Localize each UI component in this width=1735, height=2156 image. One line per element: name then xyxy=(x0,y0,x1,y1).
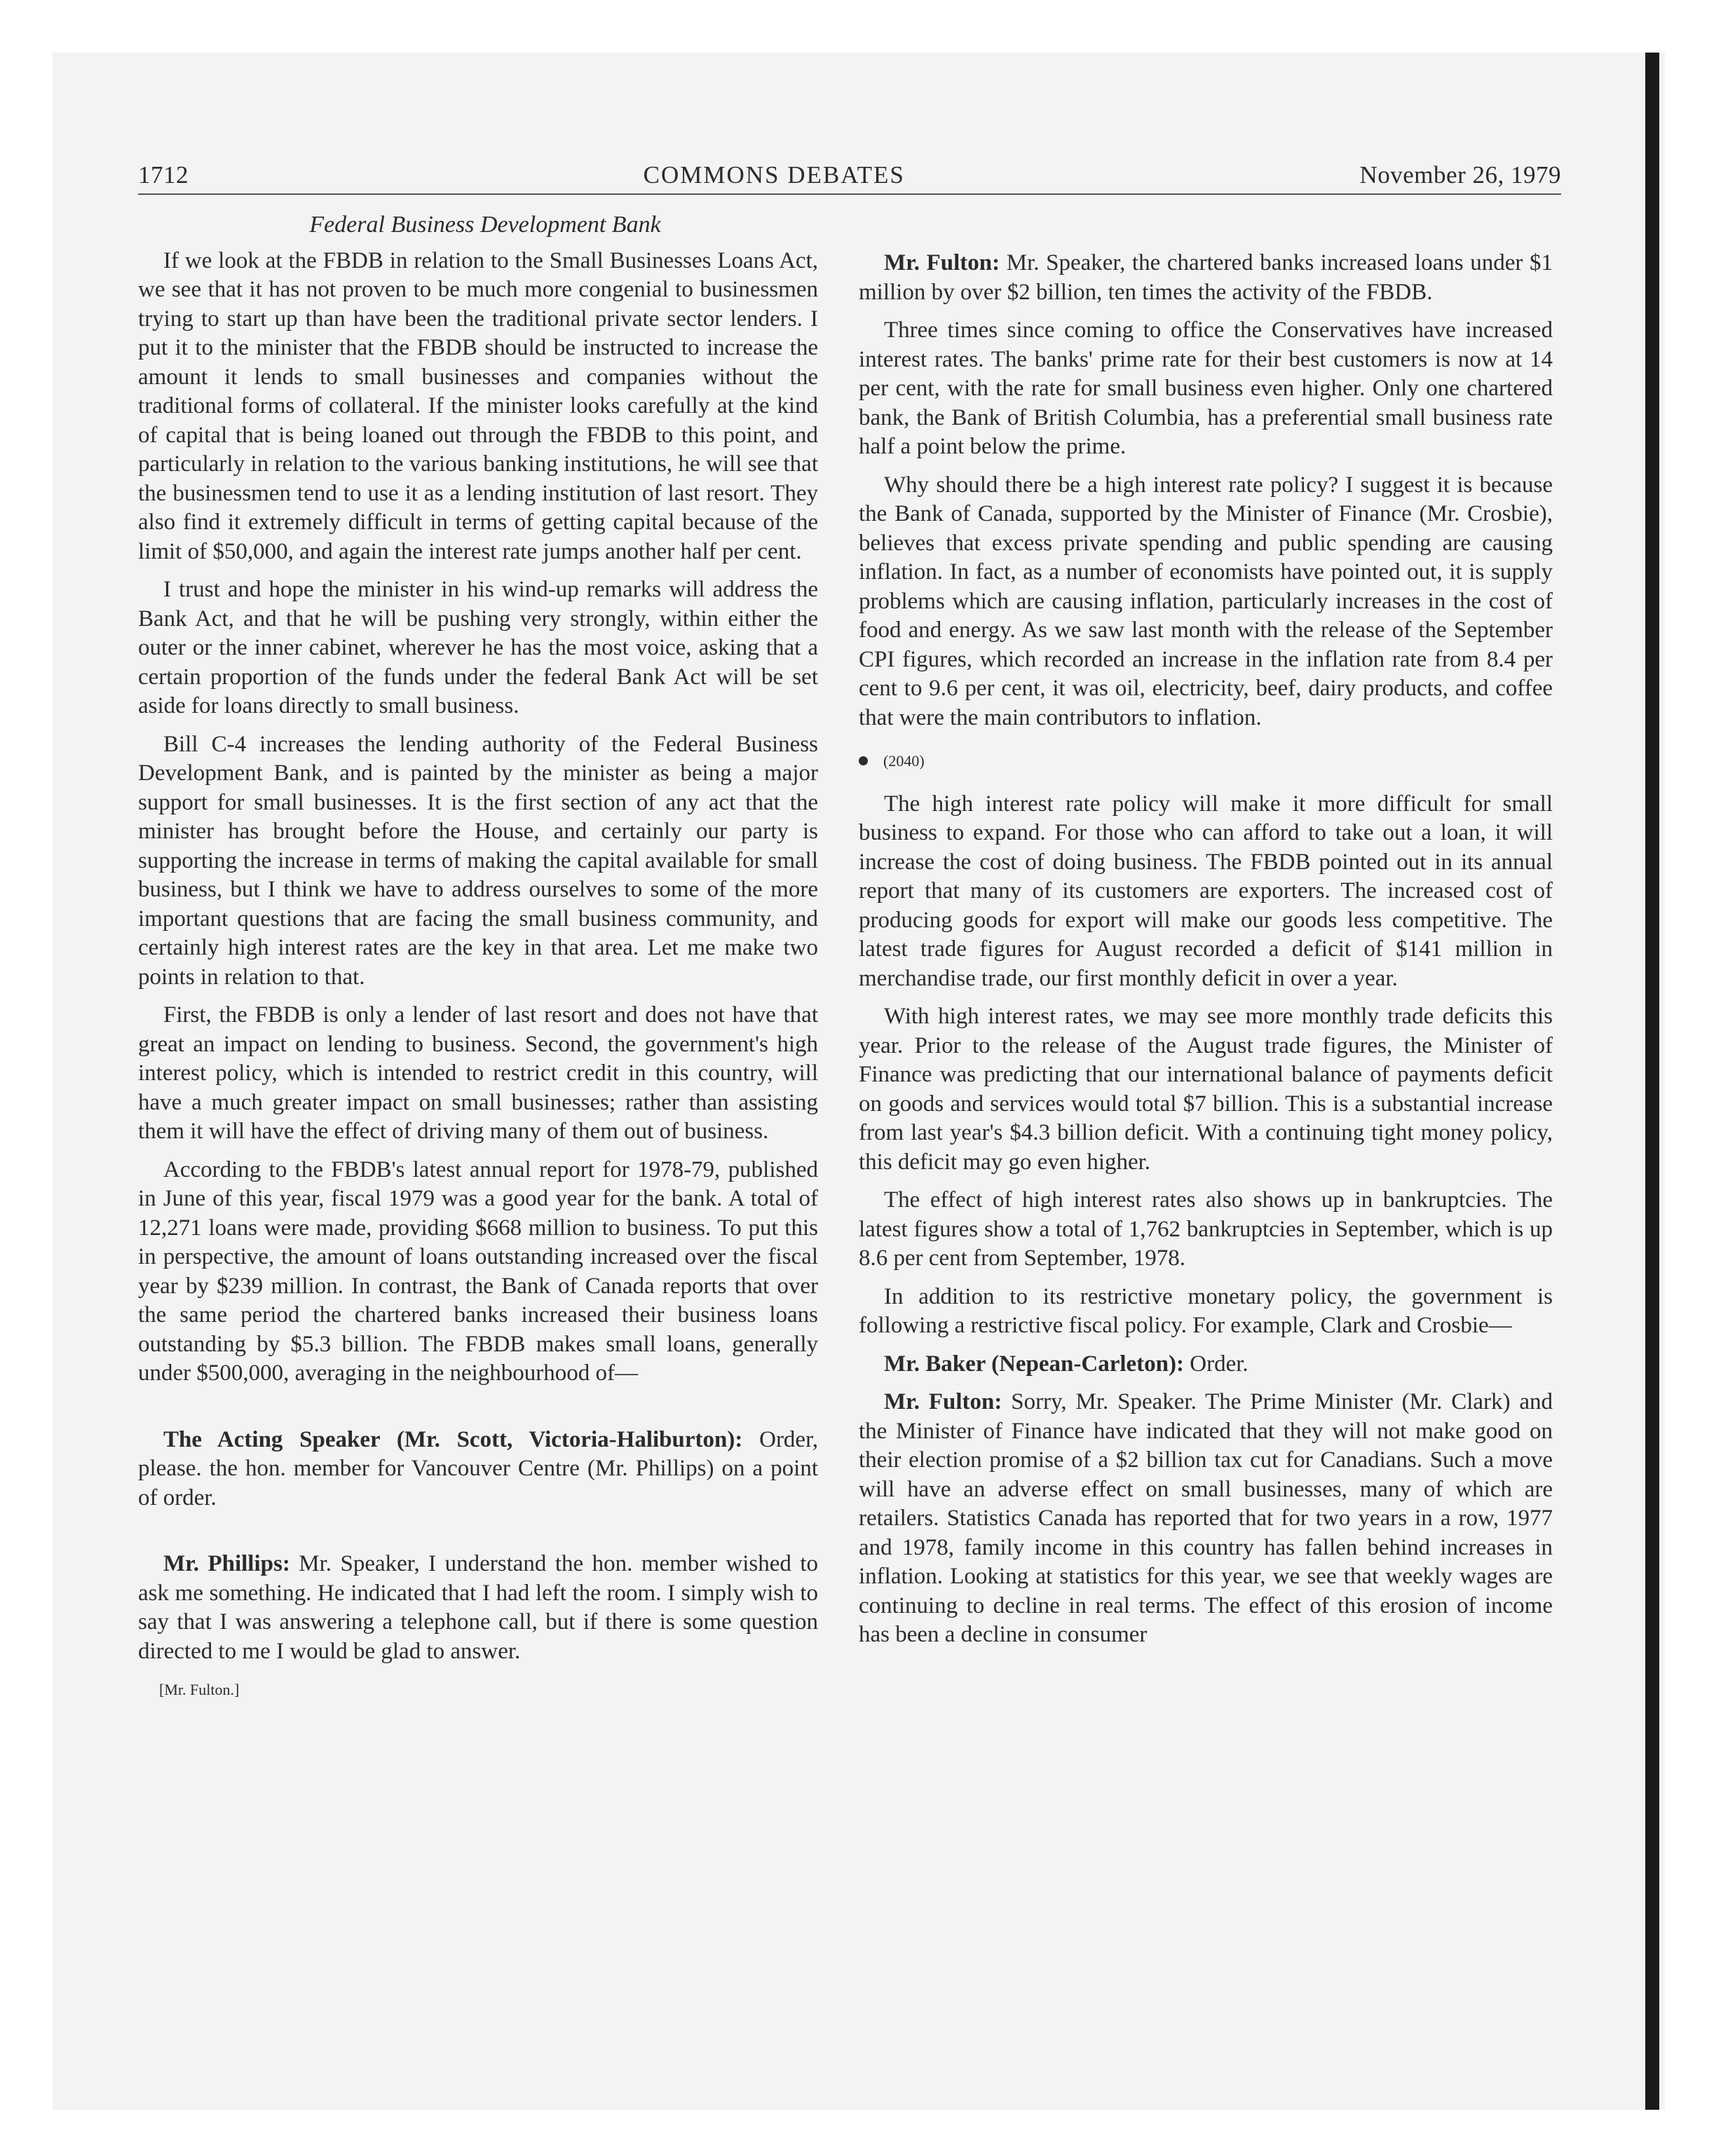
speech-fulton xyxy=(859,1388,1553,1650)
paragraph: In addition to its restrictive monetary policy, the government is following a restrictive fiscal policy. For example, Clark and Crosbie— xyxy=(859,1283,1553,1338)
publication-title: COMMONS DEBATES xyxy=(643,161,905,189)
speaker-name: Mr. Fulton: xyxy=(884,1389,1002,1414)
section-heading: Federal Business Development Bank xyxy=(309,212,661,238)
paragraph: Three times since coming to office the Conservatives have increased interest rates. The banks' prime rate for their best customers is now at 14 per cent, with the rate for small business even higher. Only one chartered bank, the Bank of British Columbia, has a preferential small business rate half a point below the prime. xyxy=(859,318,1553,459)
speaker-name: Mr. Baker (Nepean-Carleton): xyxy=(884,1351,1185,1377)
speech-phillips xyxy=(138,1550,818,1666)
right-column xyxy=(859,249,1553,1659)
time-marker-text: (2040) xyxy=(883,752,925,770)
speaker-name: The Acting Speaker (Mr. Scott, Victoria-Haliburton): xyxy=(163,1426,743,1452)
speech-fulton xyxy=(859,249,1553,307)
speech-text: Mr. Speaker, I understand the hon. member wished to ask me something. He indicated that I had left the room. I simply wish to say that I was answering a telephone call, but if there is some question directed to me I would be glad to answer. xyxy=(138,1551,818,1664)
speech-text: Mr. Speaker, the chartered banks increased loans under $1 million by over $2 billion, ten times the activity of the FBDB. xyxy=(859,250,1553,305)
speech-acting-speaker xyxy=(138,1426,818,1513)
paragraph: Bill C-4 increases the lending authority of the Federal Business Development Bank, and is painted by the minister as being a major support for small businesses. It is the first section of any act that the minister has brought before the House, and certainly our party is supporting the increase in terms of making the capital available for small business, but I think we have to address ourselves to some of the more important questions that are facing the small business community, and certainly high interest rates are the key in that area. Let me make two points in relation to that. xyxy=(138,731,818,990)
speech-text: Sorry, Mr. Speaker. The Prime Minister (Mr. Clark) and the Minister of Finance have indicated that they will not make good on their election promise of a $2 billion tax cut for Canadians. Such a move will have an adverse effect on small businesses, many of which are retailers. Statistics Canada has reported that for two years in a row, 1977 and 1978, family income in this country has fallen behind increases in inflation. Looking at statistics for this year, we see that weekly wages are continuing to decline in real terms. The effect of this erosion of income has been a decline in consumer xyxy=(859,1389,1553,1647)
speech-baker xyxy=(859,1350,1553,1379)
page-number: 1712 xyxy=(138,161,189,189)
spacer xyxy=(138,1398,818,1426)
time-marker xyxy=(859,746,1553,776)
paragraph: According to the FBDB's latest annual report for 1978-79, published in June of this year, fiscal 1979 was a good year for the bank. A total of 12,271 loans were made, providing $668 million to business. To put this in perspective, the amount of loans outstanding increased over the fiscal year by $239 million. In contrast, the Bank of Canada reports that over the same period the chartered banks increased their business loans outstanding by $5.3 billion. The FBDB makes small loans, generally under $500,000, averaging in the neighbourhood of— xyxy=(138,1157,818,1386)
speech-text: Order, please. the hon. member for Vancouver Centre (Mr. Phillips) on a point of order. xyxy=(138,1426,818,1510)
paragraph: The high interest rate policy will make it more difficult for small business to expand. For those who can afford to take out a loan, it will increase the cost of doing business. The FBDB pointed out in its annual report that many of its customers are exporters. The increased cost of producing goods for export will make our goods less competitive. The latest trade figures for August recorded a deficit of $141 million in merchandise trade, our first monthly deficit in over a year. xyxy=(859,791,1553,991)
paragraph: First, the FBDB is only a lender of last resort and does not have that great an impact on lending to business. Second, the government's high interest policy, which is intended to restrict credit in this country, will have a much greater impact on small businesses; rather than assisting them it will have the effect of driving many of them out of business. xyxy=(138,1002,818,1144)
paragraph: If we look at the FBDB in relation to the Small Businesses Loans Act, we see that it has not proven to be much more congenial to businessmen trying to start up than have been the traditional private sector lenders. I put it to the minister that the FBDB should be instructed to increase the amount it lends to small businesses and companies without the traditional forms of collateral. If the minister looks carefully at the kind of capital that is being loaned out through the FBDB to this point, and particularly in relation to the various banking institutions, he will see that the businessmen tend to use it as a lending institution of last resort. They also find it extremely difficult in terms of getting capital because of the limit of $50,000, and again the interest rate jumps another half per cent. xyxy=(138,247,818,564)
paragraph: Why should there be a high interest rate policy? I suggest it is because the Bank of Canada, supported by the Minister of Finance (Mr. Crosbie), believes that excess private spending and public spending are causing inflation. In fact, as a number of economists have pointed out, it is supply problems which are causing inflation, particularly increases in the cost of food and energy. As we saw last month with the release of the September CPI figures, which recorded an increase in the inflation rate from 8.4 per cent to 9.6 per cent, it was oil, electricity, beef, dairy products, and coffee that were the main contributors to inflation. xyxy=(859,472,1553,730)
header-rule xyxy=(138,193,1561,195)
page-header xyxy=(138,161,1561,189)
spacer xyxy=(138,1522,818,1550)
publication-date: November 26, 1979 xyxy=(1359,161,1561,189)
speaker-name: Mr. Fulton: xyxy=(884,250,1000,275)
speaker-attribution: [Mr. Fulton.] xyxy=(159,1681,240,1698)
paragraph: With high interest rates, we may see more monthly trade deficits this year. Prior to the release of the August trade figures, the Minister of Finance was predicting that our international balance of payments deficit on goods and services would total $7 billion. This is a substantial increase from last year's $4.3 billion deficit. With a continuing tight money policy, this deficit may go even higher. xyxy=(859,1004,1553,1175)
bullet-icon xyxy=(859,756,868,765)
speech-text: Order. xyxy=(1190,1351,1248,1377)
scan-edge-bar xyxy=(1645,53,1659,2110)
paragraph: I trust and hope the minister in his wind-up remarks will address the Bank Act, and that he will be pushing very strongly, within either the outer or the inner cabinet, wherever he has the most voice, asking that a certain proportion of the funds under the federal Bank Act will be set aside for loans directly to small business. xyxy=(138,577,818,718)
speaker-name: Mr. Phillips: xyxy=(163,1551,290,1576)
left-column xyxy=(138,210,818,1705)
paragraph: The effect of high interest rates also shows up in bankruptcies. The latest figures show a total of 1,762 bankruptcies in September, which is up 8.6 per cent from September, 1978. xyxy=(859,1187,1553,1271)
